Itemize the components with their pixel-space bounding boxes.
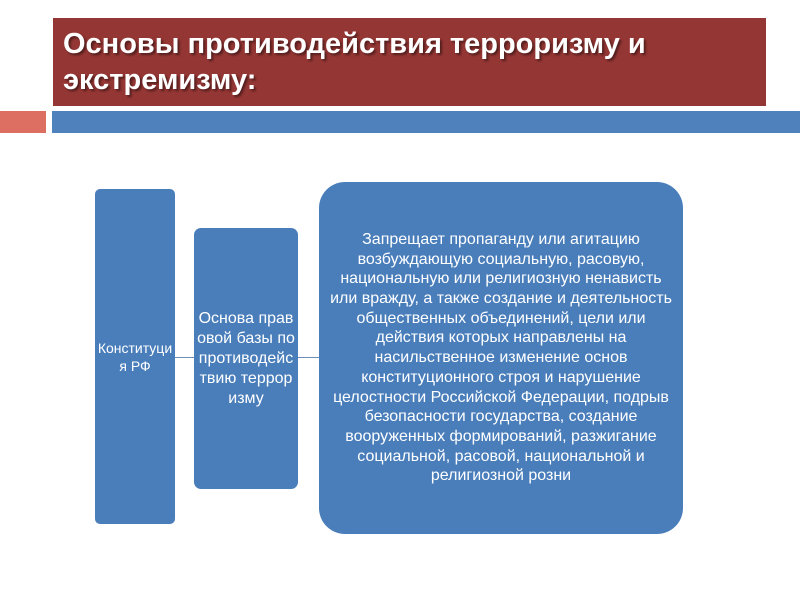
title-bar bbox=[53, 18, 766, 106]
node-legal-basis bbox=[194, 228, 298, 489]
node-prohibition-text: Запрещает пропаганду или агитацию возбуждающую социальную, расовую, национальную или религиозную ненависть или вражду, а также создание и деятельность общественных объединений, цели или действия которых направлены на насильственное изменение основ конституционного строя и нарушение целостности Российской Федерации, подрыв безопасности государства, создание вооруженных формирований, разжигание социальной, расовой, национальной и религиозной розни bbox=[330, 230, 672, 485]
slide-title: Основы противодействия терроризму и экстремизму: bbox=[63, 28, 646, 96]
node-constitution bbox=[95, 189, 175, 524]
node-constitution-text: Конституция РФ bbox=[97, 339, 173, 374]
node-prohibition bbox=[319, 182, 683, 534]
connector-legal-basis-prohibition bbox=[298, 357, 319, 358]
connector-constitution-legal-basis bbox=[175, 357, 194, 358]
accent-stripe-red bbox=[0, 111, 46, 133]
node-legal-basis-text: Основа правовой базы по противодействию терроризму bbox=[197, 309, 295, 407]
accent-stripe-blue bbox=[52, 111, 800, 133]
